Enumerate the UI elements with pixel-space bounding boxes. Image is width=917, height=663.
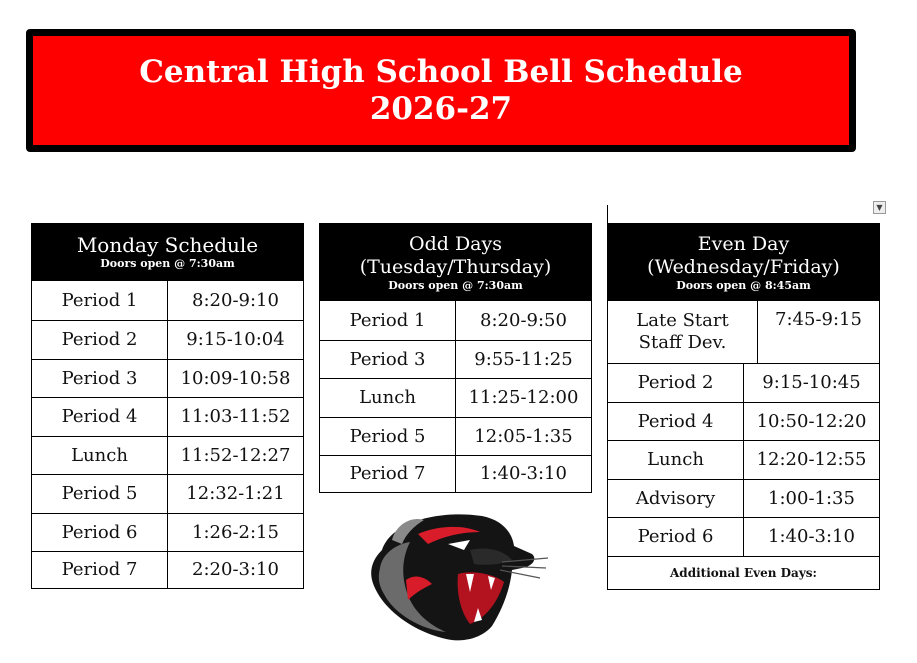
school-year: 2026-27 [369, 90, 513, 127]
even-days-doors: Doors open @ 8:45am [676, 278, 811, 292]
period-cell: Period 3 [349, 348, 426, 370]
panther-mascot-icon [362, 510, 550, 644]
period-cell: Period 6 [61, 521, 138, 543]
odd-days-rows [320, 301, 591, 492]
table-row [608, 301, 879, 363]
title-banner-inner [33, 36, 849, 145]
time-cell: 7:45-9:15 [757, 301, 879, 363]
title-banner [26, 29, 856, 152]
time-cell: 10:09-10:58 [167, 360, 303, 397]
period-cell: Period 4 [637, 410, 714, 432]
time-cell: 1:40-3:10 [455, 456, 591, 492]
even-days-rows [608, 301, 879, 556]
table-row [32, 281, 303, 320]
time-cell: 1:26-2:15 [167, 514, 303, 551]
odd-days-header [320, 224, 591, 301]
period-cell: Lunch [359, 387, 416, 408]
even-days-header [608, 224, 879, 301]
time-cell: 11:25-12:00 [455, 379, 591, 417]
table-row [320, 378, 591, 417]
monday-doors: Doors open @ 7:30am [100, 257, 235, 270]
time-cell: 9:15-10:04 [167, 321, 303, 359]
time-cell: 11:52-12:27 [167, 437, 303, 474]
odd-days-title: Odd Days [409, 232, 502, 255]
monday-title: Monday Schedule [76, 233, 259, 257]
period-cell: Period 5 [61, 483, 138, 504]
period-cell: Lunch [647, 449, 704, 470]
period-cell: Period 6 [637, 526, 714, 547]
period-cell: Lunch [71, 444, 128, 466]
table-row [608, 402, 879, 440]
odd-days-table [319, 223, 592, 493]
time-cell: 10:50-12:20 [743, 403, 879, 440]
additional-even-days-label: Additional Even Days: [608, 556, 879, 589]
time-cell: 1:40-3:10 [743, 518, 879, 556]
table-row [32, 551, 303, 588]
period-cell: Period 5 [349, 425, 426, 447]
period-cell: Period 1 [349, 309, 426, 331]
monday-schedule-table [31, 223, 304, 589]
time-cell: 12:32-1:21 [167, 475, 303, 513]
even-days-table [607, 223, 880, 590]
period-cell: Period 3 [61, 367, 138, 389]
period-cell: Period 2 [61, 329, 138, 350]
period-cell: Period 7 [61, 559, 138, 580]
divider-line [607, 205, 608, 223]
table-row [32, 320, 303, 359]
even-days-title: Even Day [697, 232, 790, 255]
time-cell: 9:15-10:45 [743, 364, 879, 402]
table-row [32, 513, 303, 551]
odd-days-subtitle: (Tuesday/Thursday) [359, 255, 552, 278]
period-cell: Late Start Staff Dev. [636, 310, 729, 353]
time-cell: 2:20-3:10 [167, 552, 303, 588]
period-cell: Period 1 [61, 289, 138, 311]
time-cell: 12:05-1:35 [455, 418, 591, 455]
table-row [320, 455, 591, 492]
table-row [32, 397, 303, 436]
table-row [608, 363, 879, 402]
period-cell: Period 4 [61, 406, 138, 427]
time-cell: 12:20-12:55 [743, 441, 879, 479]
odd-days-doors: Doors open @ 7:30am [388, 278, 523, 292]
even-days-subtitle: (Wednesday/Friday) [647, 255, 840, 278]
time-cell: 8:20-9:50 [455, 301, 591, 340]
table-row [32, 474, 303, 513]
page-title: Central High School Bell Schedule [139, 53, 743, 90]
dropdown-arrow-icon[interactable]: ▼ [873, 201, 886, 214]
time-cell: 9:55-11:25 [455, 341, 591, 378]
table-row [32, 359, 303, 397]
time-cell: 8:20-9:10 [167, 281, 303, 320]
table-row [608, 517, 879, 556]
table-row [608, 479, 879, 517]
period-cell: Period 7 [349, 463, 426, 484]
monday-header [32, 224, 303, 281]
time-cell: 1:00-1:35 [743, 480, 879, 517]
table-row [320, 340, 591, 378]
monday-rows [32, 281, 303, 588]
period-cell: Advisory [635, 487, 716, 509]
table-row [608, 440, 879, 479]
table-row [320, 417, 591, 455]
period-cell: Period 2 [637, 372, 714, 393]
table-row [320, 301, 591, 340]
table-row [32, 436, 303, 474]
time-cell: 11:03-11:52 [167, 398, 303, 436]
